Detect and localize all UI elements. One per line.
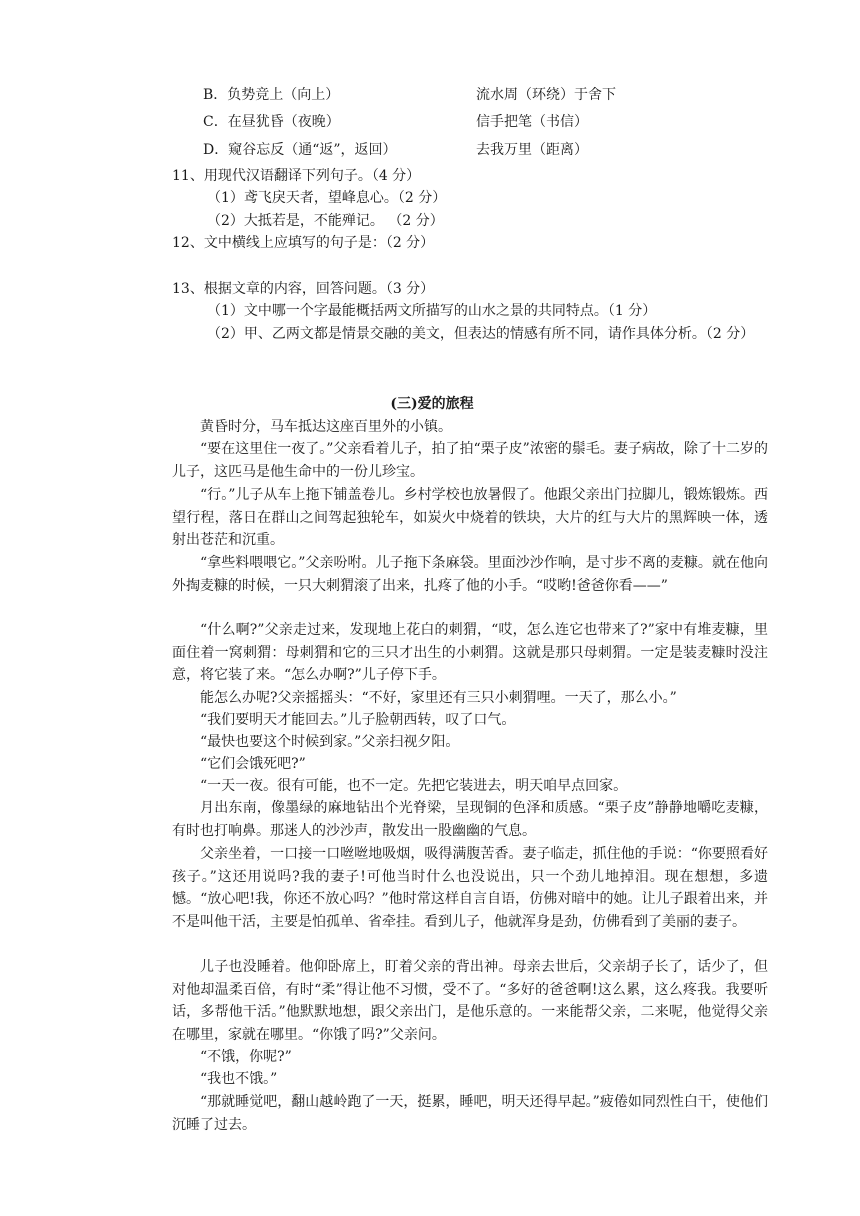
- paragraph: “我也不饿。”: [200, 1071, 278, 1087]
- paragraph: “什么啊?”父亲走过来，发现地上花白的刺猬，“哎，怎么连它也带来了?”家中有堆麦糠，里面住着一窝刺猬：母刺猬和它的三只才出生的小刺猬。这就是那只母刺猬。一定是装麦糠时没注意，将它装了来。“怎么办啊?”儿子停下手。: [172, 622, 768, 683]
- paragraph: “我们要明天才能回去。”儿子脸朝西转，叹了口气。: [200, 712, 516, 728]
- paragraph: 月出东南，像墨绿的麻地钻出个光脊梁，呈现铜的色泽和质感。“栗子皮”静静地嚼吃麦糠，有时也打响鼻。那迷人的沙沙声，散发出一股幽幽的气息。: [172, 800, 768, 839]
- paragraph: “最快也要这个时候到家。”父亲扫视夕阳。: [200, 734, 460, 750]
- question-11: 11、用现代汉语翻译下列句子。（4 分）: [172, 168, 421, 184]
- question-11-1: （1）鸢飞戾天者，望峰息心。（2 分）: [207, 190, 447, 206]
- question-11-2: （2）大抵若是，不能殚记。 （2 分）: [207, 213, 444, 229]
- paragraph: “拿些料喂喂它。”父亲吩咐。儿子拖下条麻袋。里面沙沙作响，是寸步不离的麦糠。就在他向外掏麦糠的时候，一只大刺猬滚了出来，扎疼了他的小手。“哎哟!爸爸你看——”: [172, 555, 768, 594]
- question-13-2: （2）甲、乙两文都是情景交融的美文，但表达的情感有所不同，请作具体分析。（2 分）: [207, 326, 755, 342]
- option-c-right: 信手把笔（书信）: [476, 114, 588, 130]
- question-13-1: （1）文中哪一个字最能概括两文所描写的山水之景的共同特点。（1 分）: [207, 303, 657, 319]
- paragraph: 父亲坐着，一口接一口咝咝地吸烟，吸得满腹苦香。妻子临走，抓住他的手说：“你要照看好孩子。”这还用说吗?我的妻子!可他当时什么也没说出，只一个劲儿地掉泪。现在想想，多遗憾。“放心吧!我，你还不放心吗？”他时常这样自言自语，仿佛对暗中的她。让儿子跟着出来，并不是叫他干活，主要是怕孤单、省牵挂。看到儿子，他就浑身是劲，仿佛看到了美丽的妻子。: [172, 846, 768, 930]
- paragraph: 黄昏时分，马车抵达这座百里外的小镇。: [200, 419, 452, 435]
- question-12: 12、文中横线上应填写的句子是：（2 分）: [172, 235, 435, 251]
- paragraph: “它们会饿死吧?”: [200, 756, 306, 772]
- option-b-left: B．负势竞上（向上）: [203, 87, 340, 103]
- paragraph: “要在这里住一夜了。”父亲看着儿子，拍了拍“栗子皮”浓密的鬃毛。妻子病故，除了十二岁的儿子，这匹马是他生命中的一份儿珍宝。: [172, 441, 768, 480]
- option-b-right: 流水周（环绕）于舍下: [476, 87, 616, 103]
- section-title: (三)爱的旅程: [390, 396, 474, 412]
- paragraph: 儿子也没睡着。他仰卧席上，盯着父亲的背出神。母亲去世后，父亲胡子长了，话少了，但对他却温柔百倍，有时“柔”得让他不习惯，受不了。“多好的爸爸啊!这么累，这么疼我。我要听话，多帮他干活。”他默默地想，跟父亲出门，是他乐意的。一来能帮父亲，二来呢，他觉得父亲在哪里，家就在哪里。“你饿了吗?”父亲问。: [172, 959, 768, 1043]
- paragraph: “那就睡觉吧，翻山越岭跑了一天，挺累，睡吧，明天还得早起。”疲倦如同烈性白干，使他们沉睡了过去。: [172, 1094, 768, 1133]
- paragraph: “不饿，你呢?”: [200, 1049, 292, 1065]
- option-c-left: C．在昼犹昏（夜晚）: [203, 114, 340, 130]
- question-13: 13、根据文章的内容，回答问题。（3 分）: [172, 281, 435, 297]
- option-d-left: D．窥谷忘反（通“返”，返回）: [203, 142, 397, 158]
- option-d-right: 去我万里（距离）: [476, 142, 588, 158]
- paragraph: “一天一夜。很有可能，也不一定。先把它装进去，明天咱早点回家。: [200, 778, 628, 794]
- paragraph: 能怎么办呢?父亲摇摇头：“不好，家里还有三只小刺猬哩。一天了，那么小。”: [200, 690, 677, 706]
- paragraph: “行。”儿子从车上拖下铺盖卷儿。乡村学校也放暑假了。他跟父亲出门拉脚儿，锻炼锻炼。西望行程，落日在群山之间驾起独轮车，如炭火中烧着的铁块，大片的红与大片的黑辉映一体，透射出苍茫和沉重。: [172, 487, 768, 548]
